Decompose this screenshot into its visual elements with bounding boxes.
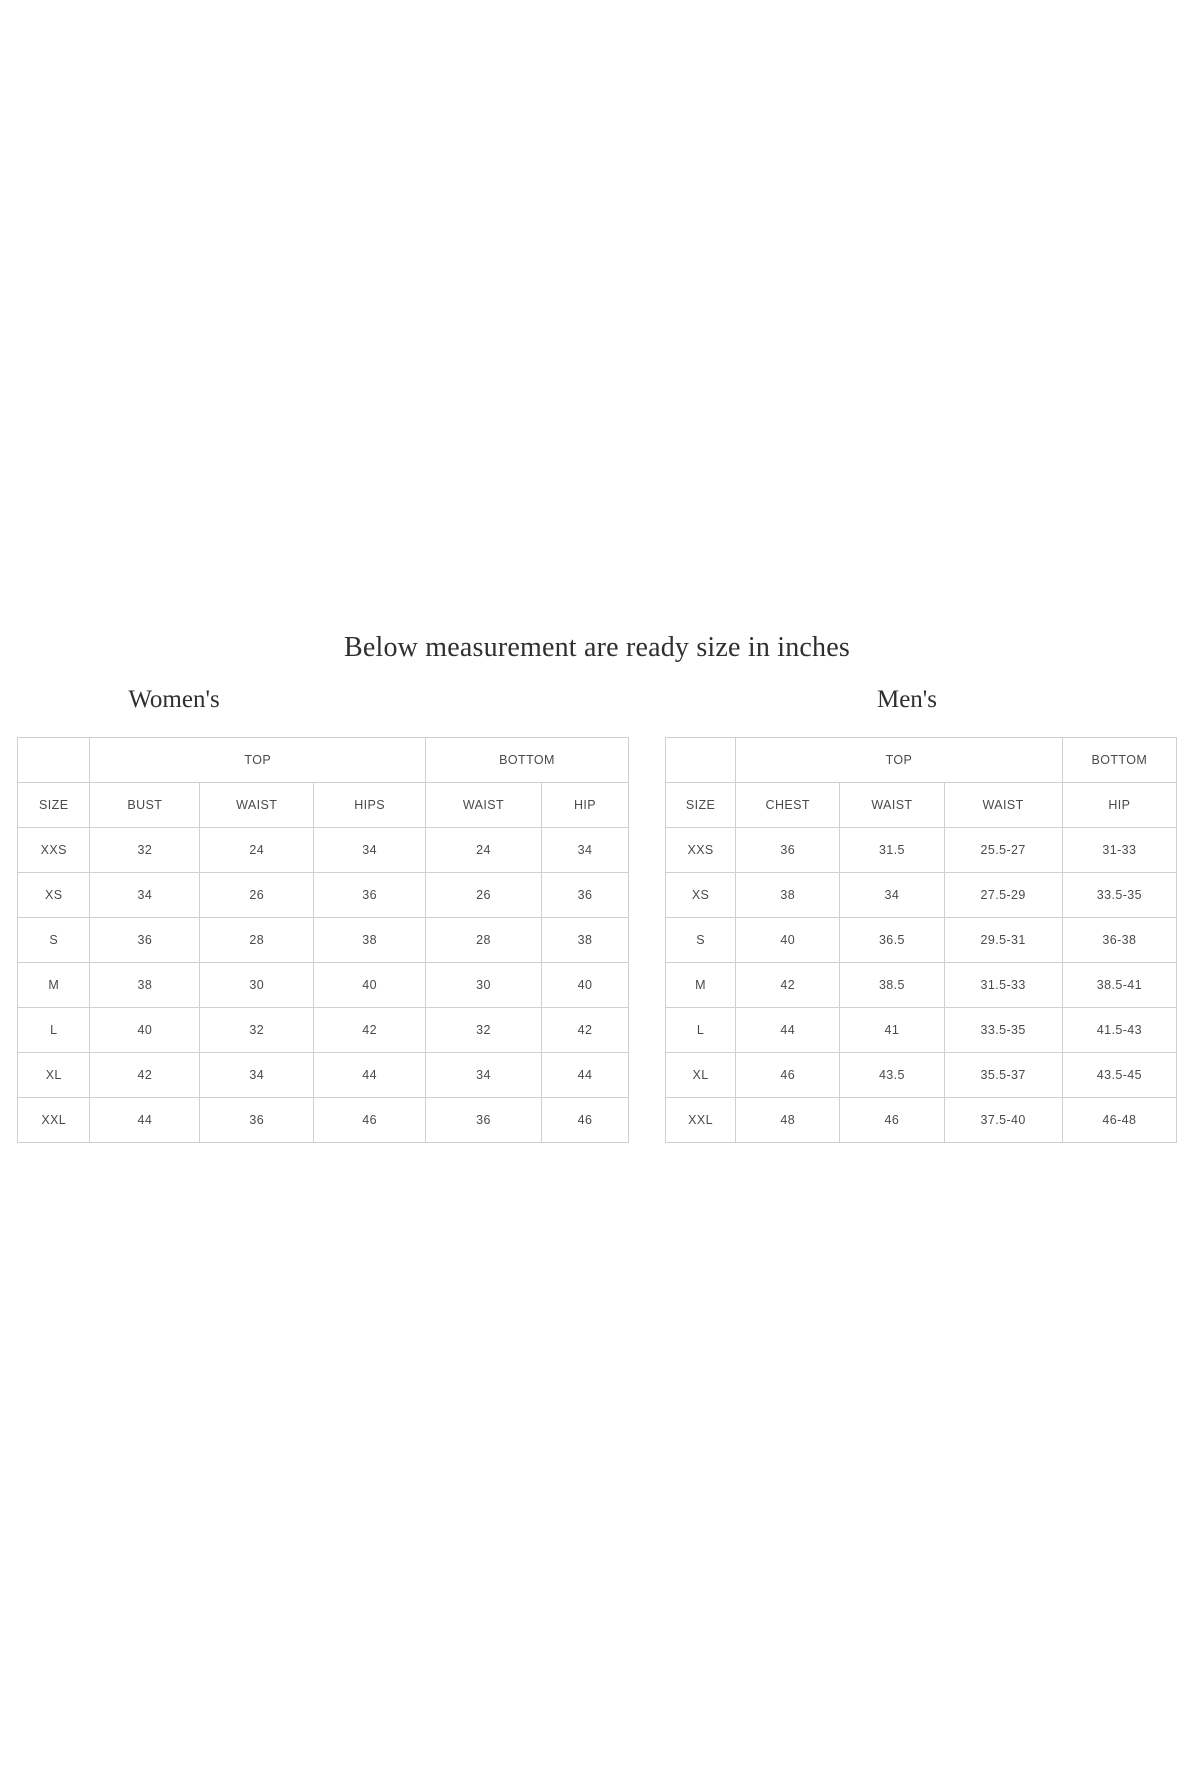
mens-size-table — [665, 737, 1177, 1143]
table-row — [666, 1053, 1177, 1098]
cell-bust: 36 — [90, 918, 200, 963]
womens-size-table — [17, 737, 629, 1143]
cell-top-waist: 26 — [200, 873, 314, 918]
group-header-bottom: BOTTOM — [426, 738, 629, 783]
cell-bust: 34 — [90, 873, 200, 918]
cell-bust: 44 — [90, 1098, 200, 1143]
column-header-top-waist: WAIST — [840, 783, 944, 828]
table-row — [18, 828, 629, 873]
cell-hips: 36 — [314, 873, 426, 918]
corner-blank-cell — [18, 738, 90, 783]
cell-top-waist: 38.5 — [840, 963, 944, 1008]
cell-chest: 40 — [736, 918, 840, 963]
cell-hip: 36 — [541, 873, 628, 918]
table-row — [666, 1008, 1177, 1053]
column-header-bottom-waist: WAIST — [944, 783, 1062, 828]
size-label: XL — [18, 1053, 90, 1098]
cell-hip: 43.5-45 — [1062, 1053, 1176, 1098]
mens-column-header-row — [666, 783, 1177, 828]
table-row — [18, 1098, 629, 1143]
cell-bottom-waist: 30 — [426, 963, 542, 1008]
cell-top-waist: 41 — [840, 1008, 944, 1053]
cell-bottom-waist: 33.5-35 — [944, 1008, 1062, 1053]
table-row — [18, 963, 629, 1008]
size-label: M — [666, 963, 736, 1008]
table-row — [666, 873, 1177, 918]
size-label: M — [18, 963, 90, 1008]
cell-hip: 46-48 — [1062, 1098, 1176, 1143]
cell-hip: 44 — [541, 1053, 628, 1098]
cell-top-waist: 30 — [200, 963, 314, 1008]
cell-bottom-waist: 25.5-27 — [944, 828, 1062, 873]
cell-top-waist: 46 — [840, 1098, 944, 1143]
cell-chest: 36 — [736, 828, 840, 873]
cell-hips: 40 — [314, 963, 426, 1008]
size-label: XS — [18, 873, 90, 918]
size-label: S — [18, 918, 90, 963]
cell-hips: 46 — [314, 1098, 426, 1143]
cell-bust: 38 — [90, 963, 200, 1008]
cell-chest: 38 — [736, 873, 840, 918]
table-row — [18, 873, 629, 918]
cell-bottom-waist: 29.5-31 — [944, 918, 1062, 963]
cell-hip: 40 — [541, 963, 628, 1008]
cell-bottom-waist: 37.5-40 — [944, 1098, 1062, 1143]
cell-hip: 33.5-35 — [1062, 873, 1176, 918]
cell-bottom-waist: 32 — [426, 1008, 542, 1053]
column-header-bust: BUST — [90, 783, 200, 828]
size-label: XL — [666, 1053, 736, 1098]
group-header-top: TOP — [90, 738, 426, 783]
womens-group-header-row — [18, 738, 629, 783]
cell-hip: 46 — [541, 1098, 628, 1143]
cell-bottom-waist: 36 — [426, 1098, 542, 1143]
cell-hip: 31-33 — [1062, 828, 1176, 873]
column-header-size: SIZE — [18, 783, 90, 828]
cell-hips: 44 — [314, 1053, 426, 1098]
cell-top-waist: 24 — [200, 828, 314, 873]
cell-hip: 38.5-41 — [1062, 963, 1176, 1008]
cell-bottom-waist: 28 — [426, 918, 542, 963]
column-header-bottom-waist: WAIST — [426, 783, 542, 828]
table-row — [18, 1053, 629, 1098]
cell-bottom-waist: 26 — [426, 873, 542, 918]
cell-hip: 38 — [541, 918, 628, 963]
cell-hips: 38 — [314, 918, 426, 963]
column-header-hip: HIP — [1062, 783, 1176, 828]
cell-hips: 34 — [314, 828, 426, 873]
cell-top-waist: 34 — [200, 1053, 314, 1098]
size-label: XXS — [18, 828, 90, 873]
cell-top-waist: 36.5 — [840, 918, 944, 963]
size-label: XS — [666, 873, 736, 918]
cell-top-waist: 36 — [200, 1098, 314, 1143]
cell-chest: 42 — [736, 963, 840, 1008]
size-label: S — [666, 918, 736, 963]
womens-column-header-row — [18, 783, 629, 828]
cell-hip: 36-38 — [1062, 918, 1176, 963]
cell-hip: 42 — [541, 1008, 628, 1053]
cell-top-waist: 28 — [200, 918, 314, 963]
column-header-top-waist: WAIST — [200, 783, 314, 828]
cell-top-waist: 43.5 — [840, 1053, 944, 1098]
cell-bottom-waist: 24 — [426, 828, 542, 873]
cell-bust: 40 — [90, 1008, 200, 1053]
table-row — [666, 1098, 1177, 1143]
group-header-top: TOP — [736, 738, 1063, 783]
table-row — [666, 828, 1177, 873]
size-label: L — [18, 1008, 90, 1053]
mens-group-header-row — [666, 738, 1177, 783]
cell-bottom-waist: 31.5-33 — [944, 963, 1062, 1008]
table-row — [18, 1008, 629, 1053]
column-header-chest: CHEST — [736, 783, 840, 828]
cell-chest: 48 — [736, 1098, 840, 1143]
column-header-size: SIZE — [666, 783, 736, 828]
cell-chest: 46 — [736, 1053, 840, 1098]
womens-heading: Women's — [128, 686, 220, 713]
cell-top-waist: 31.5 — [840, 828, 944, 873]
column-header-hip: HIP — [541, 783, 628, 828]
table-row — [18, 918, 629, 963]
size-label: XXL — [666, 1098, 736, 1143]
cell-bottom-waist: 34 — [426, 1053, 542, 1098]
table-row — [666, 918, 1177, 963]
corner-blank-cell — [666, 738, 736, 783]
page-title: Below measurement are ready size in inches — [344, 632, 850, 663]
group-header-bottom: BOTTOM — [1062, 738, 1176, 783]
mens-heading: Men's — [876, 686, 938, 713]
cell-hip: 41.5-43 — [1062, 1008, 1176, 1053]
cell-chest: 44 — [736, 1008, 840, 1053]
size-label: L — [666, 1008, 736, 1053]
cell-bottom-waist: 27.5-29 — [944, 873, 1062, 918]
cell-bust: 42 — [90, 1053, 200, 1098]
cell-top-waist: 34 — [840, 873, 944, 918]
womens-size-table-block — [17, 686, 629, 1143]
cell-bust: 32 — [90, 828, 200, 873]
cell-hip: 34 — [541, 828, 628, 873]
cell-bottom-waist: 35.5-37 — [944, 1053, 1062, 1098]
size-label: XXS — [666, 828, 736, 873]
cell-top-waist: 32 — [200, 1008, 314, 1053]
column-header-hips: HIPS — [314, 783, 426, 828]
size-label: XXL — [18, 1098, 90, 1143]
mens-size-table-block — [665, 686, 1177, 1143]
table-row — [666, 963, 1177, 1008]
cell-hips: 42 — [314, 1008, 426, 1053]
